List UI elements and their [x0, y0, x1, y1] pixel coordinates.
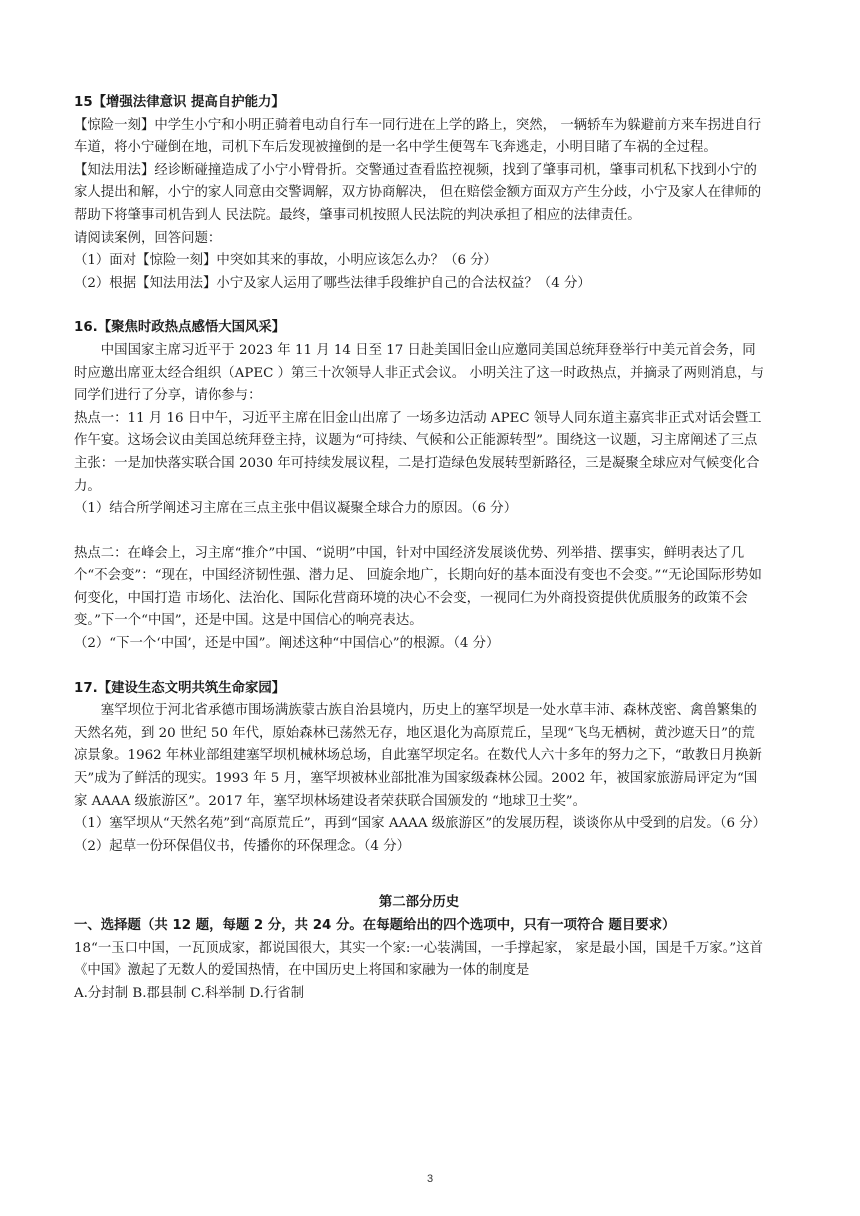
question-17-title: 17.【建设生态文明共筑生命家园】	[74, 680, 286, 696]
question-15	[74, 92, 764, 295]
question-16	[74, 317, 764, 655]
question-16-hotspot-2: 热点二：在峰会上，习主席“推介”中国、“说明”中国，针对中国经济发展谈优势、列举措、摆事实，鲜明表达了几个“不会变”：“现在，中国经济韧性强、潜力足、 回旋余地广，长期向好的基本面没有变也不会变。”“无论国际形势如何变化，中国打造 市场化、法治化、国际化营商环境的决心不会变，一视同仁为外商投资提供优质服务的政策不会变。”下一个“中国”，还是中国。这是中国信心的响亮表达。	[74, 545, 762, 629]
question-15-sub-1: （1）面对【惊险一刻】中突如其来的事故，小明应该怎么办？（6 分）	[74, 253, 498, 269]
question-15-sub-2: （2）根据【知法用法】小宁及家人运用了哪些法律手段维护自己的合法权益？（4 分）	[74, 275, 591, 291]
question-15-scenario: 【惊险一刻】中学生小宁和小明正骑着电动自行车一同行进在上学的路上，突然， 一辆轿车为躲避前方来车拐进自行车道，将小宁碰倒在地，司机下车后发现被撞倒的是一名中学生便驾车飞奔逃走，小明目睹了车祸的全过程。	[74, 117, 762, 156]
question-17	[74, 678, 767, 859]
question-17-sub-2: （2）起草一份环保倡仪书，传播你的环保理念。（4 分）	[74, 838, 410, 854]
page-number: 3	[426, 1173, 434, 1185]
question-17-sub-1: （1）塞罕坝从“天然名苑”到“高原荒丘”，再到“国家 AAAA 级旅游区”的发展历程，谈谈你从中受到的启发。（6 分）	[74, 816, 767, 832]
question-16-sub-1: （1）结合所学阐述习主席在三点主张中倡议凝聚全球合力的原因。（6 分）	[74, 501, 518, 517]
part-2-history	[74, 892, 764, 1005]
question-15-prompt: 请阅读案例，回答问题：	[74, 230, 222, 246]
part-2-title: 第二部分历史	[378, 895, 460, 911]
question-16-title: 16.【聚焦时政热点感悟大国风采】	[74, 320, 286, 336]
question-17-passage: 塞罕坝位于河北省承德市围场满族蒙古族自治县境内，历史上的塞罕坝是一处水草丰沛、森林茂密、禽兽繁集的天然名苑，到 20 世纪 50 年代，原始森林已荡然无存，地区退化为高原荒丘，呈现“飞鸟无栖树，黄沙遮天日”的荒凉景象。1962 年林业部组建塞罕坝机械林场总场，自此塞罕坝定名。在数代人六十多年的努力之下，“敢教日月换新天”成为了鲜活的现实。1993 年 5 月，塞罕坝被林业部批准为国家级森林公园。2002 年，被国家旅游局评定为“国家 AAAA 级旅游区”。2017 年，塞罕坝林场建设者荣获联合国颁发的 “地球卫士奖”。	[74, 703, 762, 809]
question-16-intro: 中国国家主席习近平于 2023 年 11 月 14 日至 17 日赴美国旧金山应邀同美国总统拜登举行中美元首会务，同时应邀出席亚太经合组织（APEC ）第三十次领导人非正式会议。 小明关注了这一时政热点，并摘录了两则消息，与同学们进行了分享，请你参与：	[74, 342, 764, 404]
question-15-title: 15【增强法律意识 提高自护能力】	[74, 95, 285, 110]
question-18-stem: 18“一玉口中国，一瓦顶成家，都说国很大，其实一个家:一心装满国，一手撑起家， 家是最小国，国是千万家。”这首《中国》激起了无数人的爱国热情，在中国历史上将国和家融为一体的制度是	[74, 940, 763, 979]
section-heading: 一、选择题（共 12 题，每题 2 分，共 24 分。在每题给出的四个选项中，只有一项符合 题目要求）	[74, 918, 676, 933]
question-15-law-use: 【知法用法】经诊断碰撞造成了小宁小臂骨折。交警通过查看监控视频，找到了肇事司机，肇事司机私下找到小宁的家人提出和解，小宁的家人同意由交警调解，双方协商解决， 但在赔偿金额方面双方产生分歧，小宁及家人在律师的帮助下将肇事司机告到人 民法院。最终，肇事司机按照人民法院的判决承担了相应的法律责任。	[74, 162, 762, 223]
question-16-sub-2: （2）“下一个‘中国’，还是中国”。阐述这种“中国信心”的根源。（4 分）	[74, 636, 500, 652]
question-18-options: A.分封制 B.郡县制 C.科举制 D.行省制	[74, 985, 305, 1001]
question-16-hotspot-1: 热点一：11 月 16 日中午，习近平主席在旧金山出席了 一场多边活动 APEC 领导人同东道主嘉宾非正式对话会暨工作午宴。这场会议由美国总统拜登主持，议题为“可持续、气候和公正能源转型”。围绕这一议题，习主席阐述了三点主张：一是加快落实联合国 2030 年可持续发展议程，二是打造绿色发展转型新路径，三是凝聚全球应对气候变化合力。	[74, 410, 762, 494]
